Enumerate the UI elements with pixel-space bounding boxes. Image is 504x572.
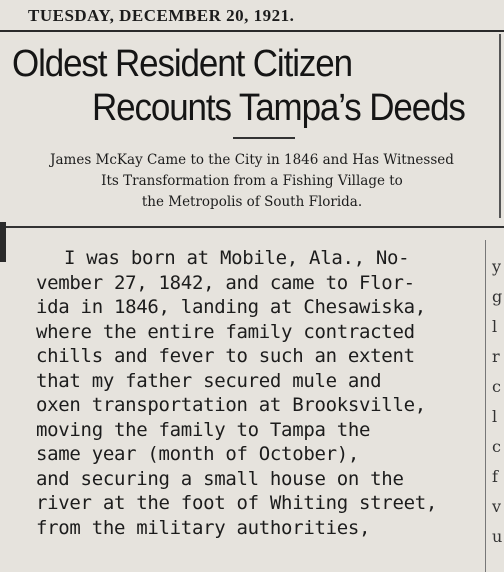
edge-letter: f [492,467,498,486]
edge-letter: u [492,527,503,546]
body-line: I was born at Mobile, Ala., No- [64,247,410,269]
edge-letter: l [492,317,498,336]
body-line: same year (month of October), [36,443,360,465]
body-line: from the military authorities, [36,516,371,539]
adjacent-column-fragment [492,252,502,552]
body-line: vember 27, 1842, and came to Flor- [36,271,415,294]
section-rule [0,226,504,228]
body-line: oxen transportation at Brooksville, [36,394,426,416]
left-edge-mark [0,222,6,262]
deck-subheadline [0,150,504,213]
headline-line-2: Recounts Tampa’s Deeds [92,87,465,129]
deck-line: the Metropolis of South Florida. [141,194,363,210]
body-line: that my father secured mule and [36,369,382,392]
top-rule [0,30,504,32]
article-body [36,246,482,540]
edge-letter: r [492,347,500,366]
adjacent-column-rule [485,240,486,572]
body-line: moving the family to Tampa the [36,418,371,441]
deck-line: Its Transformation from a Fishing Village to [101,173,403,189]
headline-divider [233,137,295,139]
body-line: where the entire family contracted [36,320,415,343]
edge-letter: v [492,497,502,516]
edge-letter: g [492,287,503,306]
body-line: ida in 1846, landing at Chesawiska, [36,296,426,318]
edge-letter: y [492,257,502,276]
headline-line-1: Oldest Resident Citizen [12,43,352,85]
edge-letter: c [492,377,501,396]
deck-line: James McKay Came to the City in 1846 and Has Witnessed [50,152,454,168]
edge-letter: l [492,407,498,426]
dateline: TUESDAY, DECEMBER 20, 1921. [28,6,295,25]
body-line: river at the foot of Whiting street, [36,492,438,514]
body-line: and securing a small house on the [36,467,404,490]
edge-letter: c [492,437,501,456]
body-line: chills and fever to such an extent [36,345,415,367]
